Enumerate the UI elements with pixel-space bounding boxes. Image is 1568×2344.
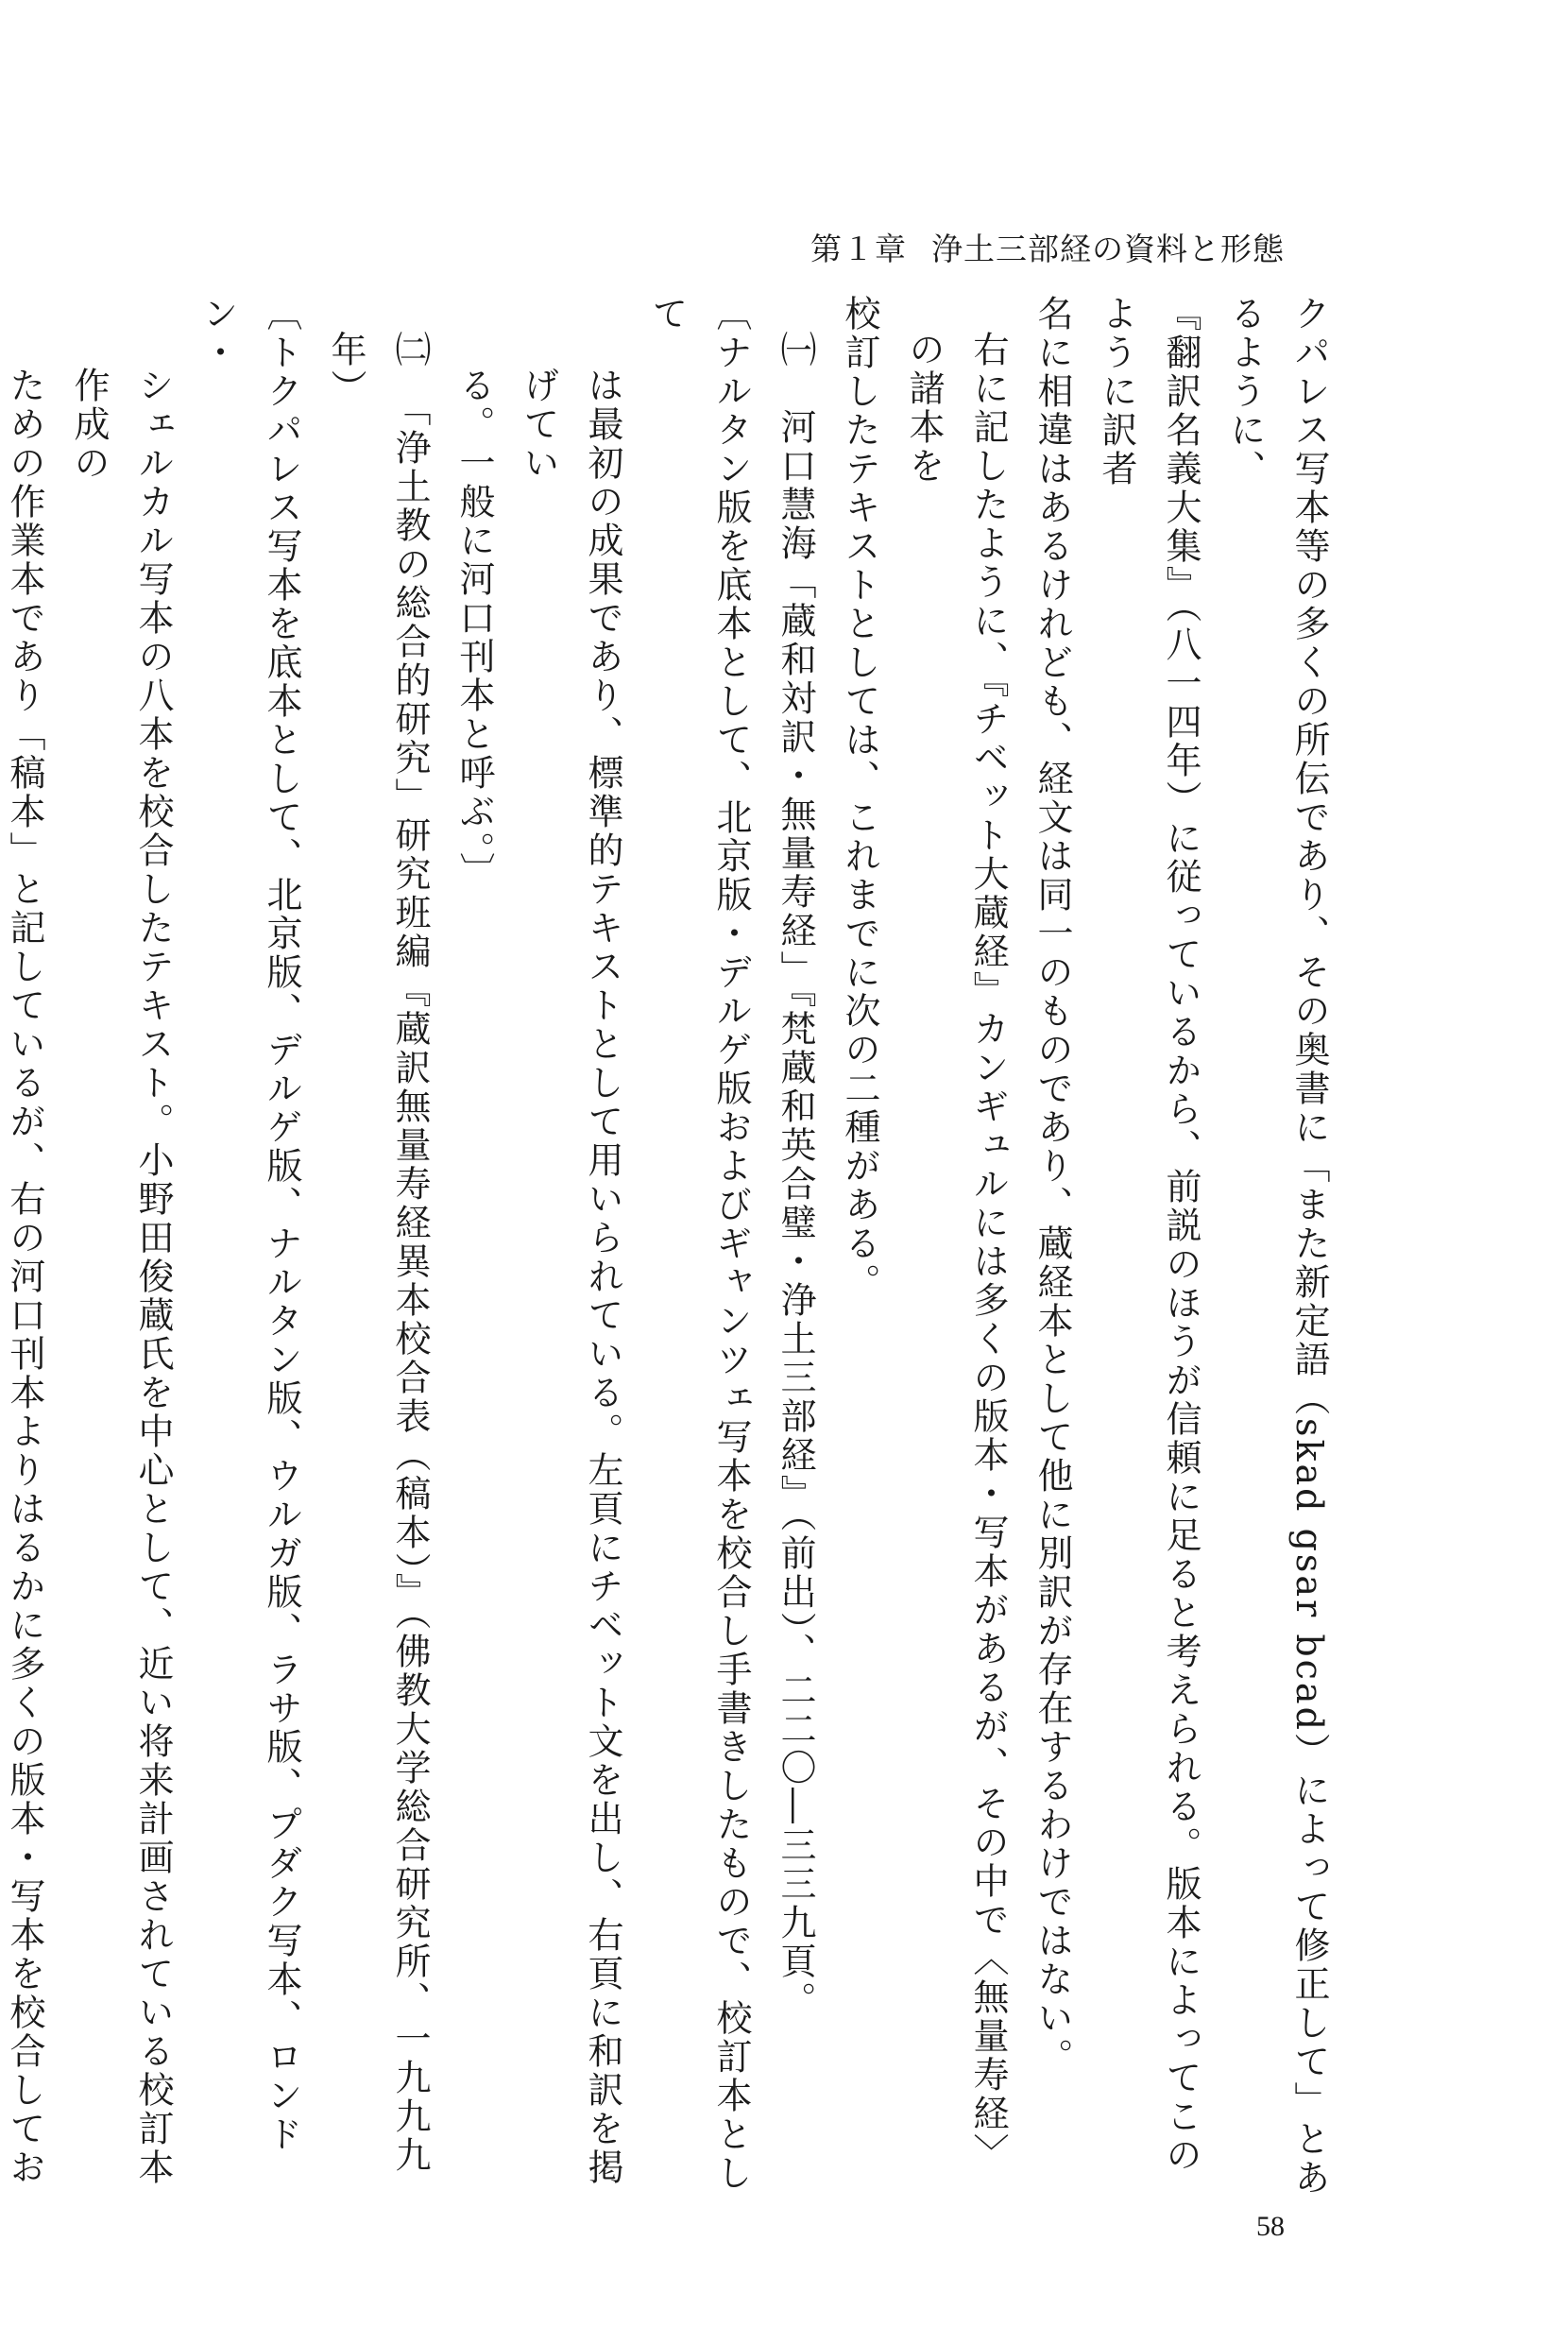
list-item-2: ㈡ 「浄土教の総合的研究」研究班編『蔵訳無量寿経異本校合表（稿本）』（佛教大学総合研究所、一九九九年） (325, 331, 431, 2175)
text-line: シェルカル写本の八本を校合したテキスト。小野田俊蔵氏を中心として、近い将来計画されている校訂本作成の (68, 367, 174, 2187)
text-line: 〔ナルタン版を底本として、北京版・デルゲ版およびギャンツェ写本を校合し手書きしたもので、校訂本として (646, 295, 752, 2193)
text-line: ための作業本であり「稿本」と記しているが、右の河口刊本よりはるかに多くの版本・写本を校合してお (4, 367, 45, 2187)
text-line: る。一般に河口刊本と呼ぶ。〕 (453, 367, 495, 891)
text-line: 右に記したように、『チベット大蔵経』カンギュルには多くの版本・写本があるが、その中で〈無量寿経〉の諸本を (903, 331, 1009, 2172)
text-line: は最初の成果であり、標準的テキストとして用いられている。左頁にチベット文を出し、右頁に和訳を掲げてい (518, 367, 623, 2187)
text-line: 〔トクパレス写本を底本として、北京版、デルゲ版、ナルタン版、ウルガ版、ラサ版、プダク写本、ロンドン・ (196, 295, 302, 2154)
text-line: 校訂したテキストとしては、これまでに次の二種がある。 (839, 295, 880, 1302)
vertical-body-text (4, 295, 1341, 2203)
text-line: 『翻訳名義大集』（八一四年）に従っているから、前説のほうが信頼に足ると考えられる。版本によってこのように訳者 (1096, 295, 1202, 2175)
running-header (756, 225, 1285, 269)
list-item-1: ㈠ 河口慧海「蔵和対訳・無量寿経」『梵蔵和英合璧・浄土三部経』（前出）、二二〇―三三九頁。 (775, 331, 816, 2020)
chapter-label: 第１章 (810, 231, 907, 267)
text-line: クパレス写本等の多くの所伝であり、その奥書に「また新定語（skad gsar bcad）によって修正して」とあるように、 (1224, 295, 1330, 2198)
text-line: 名に相違はあるけれども、経文は同一のものであり、蔵経本として他に別訳が存在するわけではない。 (1031, 295, 1073, 2077)
page-number: 58 (1256, 2211, 1285, 2242)
chapter-title: 浄土三部経の資料と形態 (931, 231, 1285, 267)
